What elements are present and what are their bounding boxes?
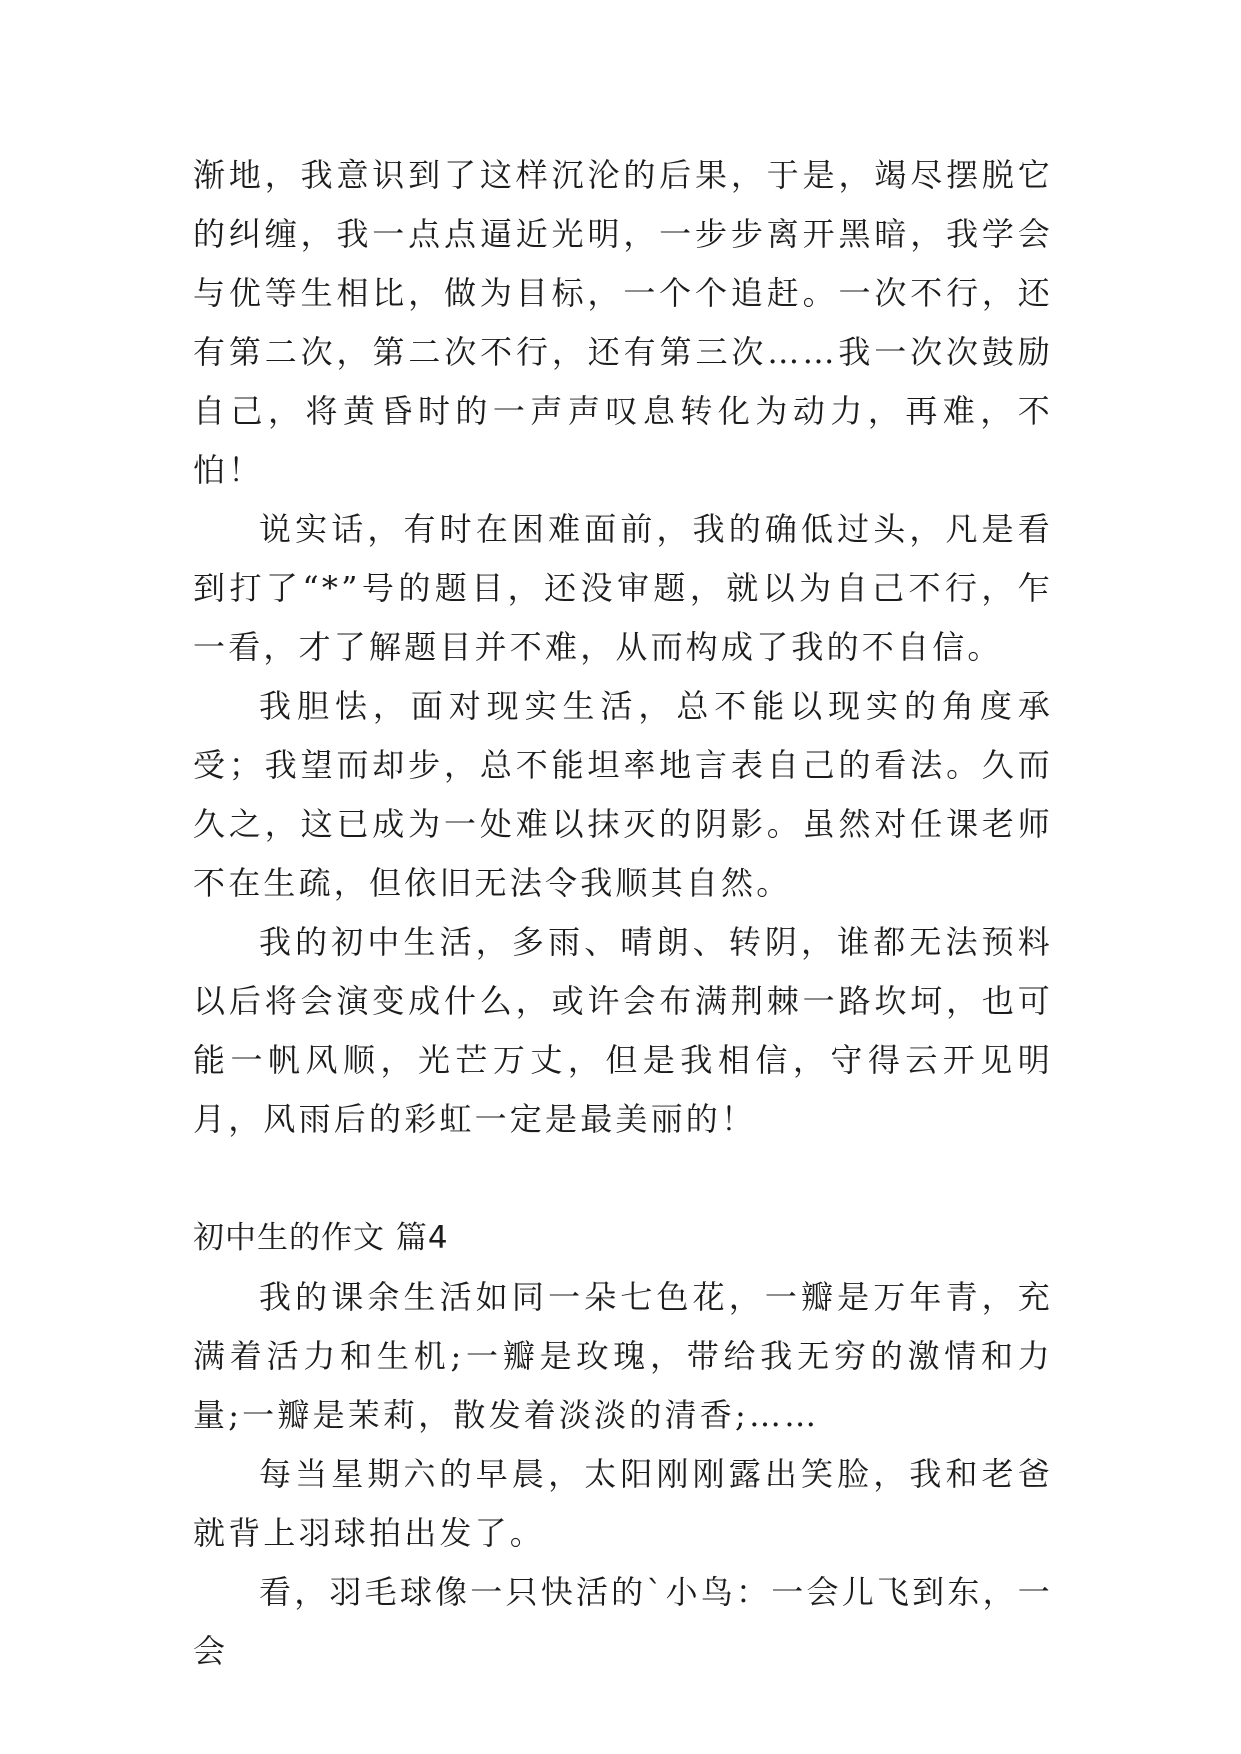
document-body (193, 146, 1053, 1681)
paragraph: 看，羽毛球像一只快活的`小鸟：一会儿飞到东，一会 (193, 1573, 1053, 1670)
paragraph: 我的课余生活如同一朵七色花，一瓣是万年青，充满着活力和生机;一瓣是玫瑰，带给我无穷的激情和力量;一瓣是茉莉，散发着淡淡的清香;…… (193, 1278, 1053, 1434)
paragraph: 我胆怯，面对现实生活，总不能以现实的角度承受；我望而却步，总不能坦率地言表自己的看法。久而久之，这已成为一处难以抹灭的阴影。虽然对任课老师不在生疏，但依旧无法令我顺其自然。 (193, 687, 1053, 902)
paragraph: 每当星期六的早晨，太阳刚刚露出笑脸，我和老爸就背上羽球拍出发了。 (193, 1455, 1053, 1552)
paragraph: 说实话，有时在困难面前，我的确低过头，凡是看到打了“*”号的题目，还没审题，就以为自己不行，乍一看，才了解题目并不难，从而构成了我的不自信。 (193, 510, 1053, 666)
paragraph: 渐地，我意识到了这样沉沦的后果，于是，竭尽摆脱它的纠缠，我一点点逼近光明，一步步离开黑暗，我学会与优等生相比，做为目标，一个个追赶。一次不行，还有第二次，第二次不行，还有第三次……我一次次鼓励自己，将黄昏时的一声声叹息转化为动力，再难，不怕！ (193, 156, 1053, 489)
section-heading: 初中生的作文 篇4 (193, 1220, 449, 1256)
paragraph: 我的初中生活，多雨、晴朗、转阴，谁都无法预料以后将会演变成什么，或许会布满荆棘一路坎坷，也可能一帆风顺，光芒万丈，但是我相信，守得云开见明月，风雨后的彩虹一定是最美丽的！ (193, 923, 1053, 1138)
section-gap (193, 1149, 1053, 1209)
